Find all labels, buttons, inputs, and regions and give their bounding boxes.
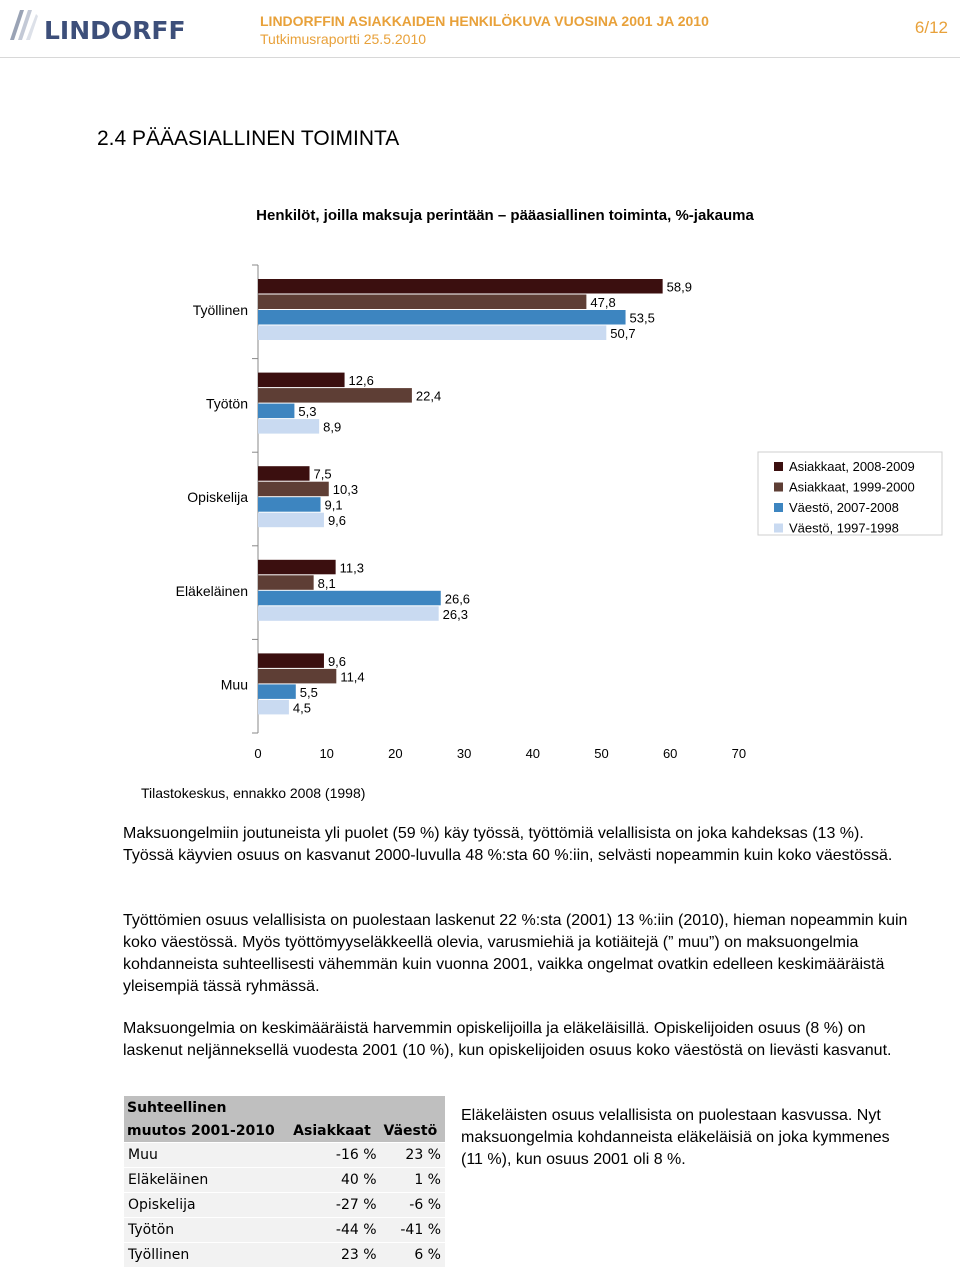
row-asiakkaat: 23 % [290, 1243, 380, 1268]
row-vaesto: 6 % [381, 1243, 445, 1268]
x-tick-label: 10 [319, 746, 334, 761]
row-label: Työtön [124, 1218, 290, 1243]
paragraph-2: Työttömien osuus velallisista on puolestaan laskenut 22 %:sta (2001) 13 %:iin (2010), hieman nopeammin kuin koko väestössä. Myös työttömyyseläkkeellä olevia, varusmiehiä ja kotiäitejä (” muu”) on maksuongelmia kohdanneista suhteellisesti vähemmän kuin vuonna 2001, vaikka ongelmat ovatkin edelleen keskimääräistä yleisempiä tässä ryhmässä. [123, 912, 908, 995]
page-number: 6/12 [914, 18, 948, 37]
paragraph-1: Maksuongelmiin joutuneista yli puolet (59 %) käy työssä, työttömiä velallisista on joka kahdeksas (13 %). Työssä käyvien osuus on kasvanut 2000-luvulla 48 %:sta 60 %:iin, selvästi nopeammin kuin koko väestössä. [123, 825, 893, 864]
x-tick-label: 30 [456, 746, 472, 761]
bar [258, 497, 321, 512]
category-label: Opiskelija [187, 489, 248, 506]
bar [258, 560, 336, 575]
x-tick-label: 60 [662, 746, 678, 761]
row-vaesto: 23 % [381, 1143, 445, 1168]
bar [258, 669, 336, 684]
data-label: 26,6 [444, 591, 471, 607]
data-label: 26,3 [442, 606, 468, 622]
legend-swatch [774, 462, 783, 471]
data-label: 47,8 [590, 295, 616, 310]
activity-chart [0, 190, 960, 770]
bar [258, 326, 606, 341]
row-label: Työllinen [124, 1243, 290, 1268]
paragraph-3: Maksuongelmia on keskimääräistä harvemmin opiskelijoilla ja eläkeläisillä. Opiskelijoiden osuus (8 %) on laskenut neljänneksellä vuodesta 2001 (10 %), kun opiskelijoiden osuus koko väestöstä on lievästi kasvanut. [123, 1020, 892, 1059]
page-header [0, 0, 960, 60]
table-row [124, 1168, 445, 1193]
legend-label: Väestö, 1997-1998 [789, 520, 899, 536]
bar [258, 388, 412, 403]
table-header-row [124, 1096, 445, 1119]
bar [258, 575, 314, 590]
legend-swatch [774, 483, 783, 492]
logo-mark-icon [6, 6, 40, 44]
legend-label: Asiakkaat, 2008-2009 [789, 459, 915, 474]
row-label: Muu [124, 1143, 290, 1168]
x-tick-label: 70 [731, 746, 747, 761]
legend-swatch [774, 503, 783, 512]
data-label: 7,5 [313, 466, 332, 482]
section-title: 2.4 PÄÄASIALLINEN TOIMINTA [97, 127, 400, 150]
data-label: 4,5 [292, 700, 311, 716]
category-label: Työtön [205, 395, 248, 412]
side-paragraph: Eläkeläisten osuus velallisista on puolestaan kasvussa. Nyt maksuongelmia kohdanneista eläkeläisiä on joka kymmenes (11 %), kun osuus 2001 oli 8 %. [461, 1107, 890, 1168]
table-header-row [124, 1119, 445, 1143]
bar [258, 279, 663, 294]
header-title: LINDORFFIN ASIAKKAIDEN HENKILÖKUVA VUOSINA 2001 JA 2010 [260, 13, 709, 29]
data-label: 9,1 [324, 497, 343, 513]
bar [258, 466, 310, 481]
table-col-vaesto: Väestö [381, 1119, 445, 1143]
row-vaesto: -6 % [381, 1193, 445, 1218]
legend-label: Asiakkaat, 1999-2000 [789, 479, 915, 495]
table-col-asiakkaat: Asiakkaat [290, 1119, 380, 1143]
data-label: 58,9 [666, 279, 692, 295]
data-label: 5,3 [298, 404, 317, 420]
row-asiakkaat: 40 % [290, 1168, 380, 1193]
data-label: 22,4 [415, 388, 442, 404]
table-header-line2: muutos 2001-2010 [124, 1119, 290, 1143]
data-label: 8,9 [323, 419, 342, 435]
data-label: 11,3 [339, 560, 364, 576]
header-divider [0, 57, 960, 58]
bar [258, 653, 324, 668]
bar [258, 513, 324, 528]
bar [258, 310, 626, 325]
bar [258, 404, 294, 419]
data-label: 5,5 [299, 684, 318, 700]
table-row [124, 1218, 445, 1243]
legend-label: Väestö, 2007-2008 [789, 500, 899, 515]
lindorff-logo [6, 6, 186, 48]
change-table [124, 1096, 445, 1267]
row-label: Eläkeläinen [124, 1168, 290, 1193]
bar [258, 295, 586, 310]
table-row [124, 1143, 445, 1168]
data-label: 10,3 [332, 482, 359, 498]
row-vaesto: -41 % [381, 1218, 445, 1243]
row-asiakkaat: -44 % [290, 1218, 380, 1243]
row-vaesto: 1 % [381, 1168, 445, 1193]
data-label: 50,7 [610, 326, 636, 341]
bar [258, 482, 329, 497]
bar [258, 606, 439, 621]
row-label: Opiskelija [124, 1193, 290, 1218]
x-tick-label: 50 [594, 746, 609, 761]
bar [258, 591, 441, 606]
data-label: 9,6 [327, 513, 347, 529]
row-asiakkaat: -27 % [290, 1193, 380, 1218]
data-label: 53,5 [629, 310, 655, 326]
chart-title: Henkilöt, joilla maksuja perintään – pääasiallinen toiminta, %-jakauma [256, 207, 754, 224]
data-label: 8,1 [317, 575, 336, 591]
x-tick-label: 20 [388, 746, 403, 761]
chart-svg [0, 190, 960, 770]
table-header-line1: Suhteellinen [124, 1096, 445, 1119]
chart-source: Tilastokeskus, ennakko 2008 (1998) [141, 785, 366, 801]
category-label: Eläkeläinen [175, 582, 248, 599]
logo-text: LINDORFF [44, 16, 186, 45]
header-subtitle: Tutkimusraportti 25.5.2010 [260, 31, 427, 47]
category-label: Muu [220, 676, 248, 693]
bar [258, 700, 289, 715]
data-label: 12,6 [348, 373, 374, 389]
x-tick-label: 40 [525, 746, 541, 761]
table-row [124, 1243, 445, 1268]
category-label: Työllinen [192, 302, 248, 318]
bar [258, 373, 345, 388]
table-row [124, 1193, 445, 1218]
x-tick-label: 0 [254, 746, 262, 761]
bar [258, 684, 296, 699]
legend-swatch [774, 524, 783, 533]
row-asiakkaat: -16 % [290, 1143, 380, 1168]
data-label: 9,6 [327, 653, 347, 669]
bar [258, 419, 319, 434]
data-label: 11,4 [340, 669, 365, 685]
